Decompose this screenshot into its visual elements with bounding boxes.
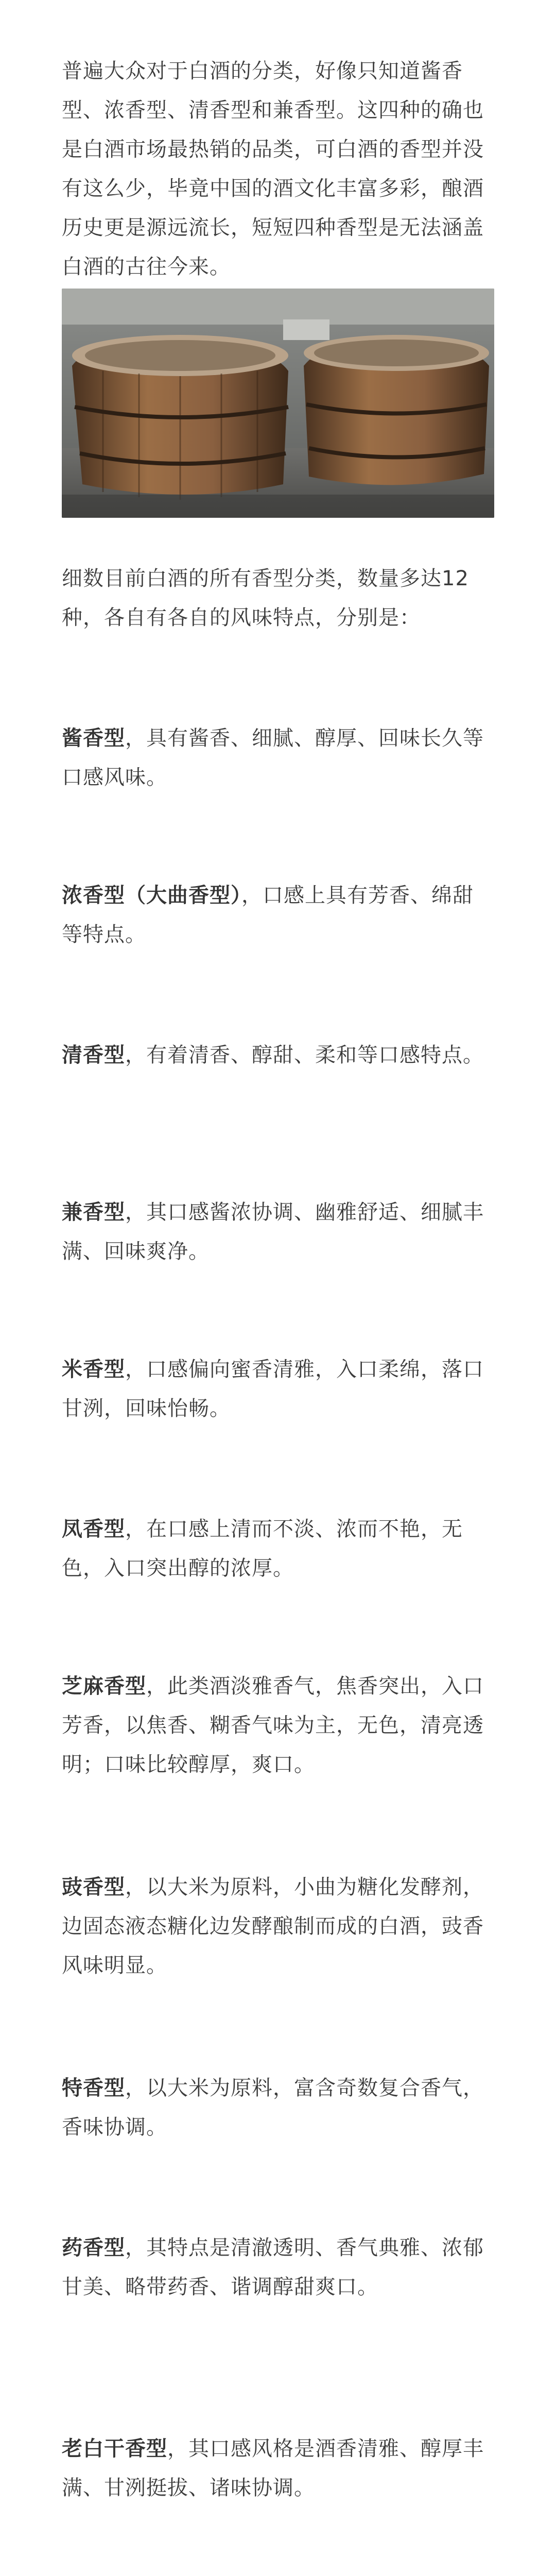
type-desc: ，此类酒淡雅香气，焦香突出，入口芳香，以焦香、糊香气味为主，无色，清亮透明；口味比较醇厚，爽口。: [62, 1674, 484, 1776]
type-desc: ，具有酱香、细腻、醇厚、回味长久等口感风味。: [62, 726, 484, 789]
type-name: 药香型: [62, 2236, 125, 2260]
type-chixiang: [62, 1868, 494, 1985]
type-mixiang: [62, 1350, 494, 1428]
type-jiangxiang: [62, 719, 494, 797]
type-name: 老白干香型: [62, 2437, 167, 2461]
distillery-wooden-vats-icon: [62, 289, 494, 518]
type-name: 凤香型: [62, 1517, 125, 1541]
distillery-photo: [62, 289, 494, 518]
type-laobaigan: [62, 2429, 494, 2507]
type-zhimaxiang: [62, 1667, 494, 1784]
type-name: 米香型: [62, 1358, 125, 1381]
type-name: 兼香型: [62, 1200, 125, 1224]
type-name: 豉香型: [62, 1875, 125, 1899]
type-qingxiang: [62, 1036, 494, 1075]
type-desc: ，其口感酱浓协调、幽雅舒适、细腻丰满、回味爽净。: [62, 1200, 484, 1263]
type-desc: ，其口感风格是酒香清雅、醇厚丰满、甘洌挺拔、诸味协调。: [62, 2437, 484, 2500]
type-desc: ，在口感上清而不淡、浓而不艳，无色，入口突出醇的浓厚。: [62, 1517, 463, 1580]
type-desc: ，口感上具有芳香、绵甜等特点。: [62, 884, 474, 946]
type-desc: ，以大米为原料，小曲为糖化发酵剂，边固态液态糖化边发酵酿制而成的白酒，豉香风味明显。: [62, 1875, 484, 1977]
intro-paragraph: 普遍大众对于白酒的分类，好像只知道酱香型、浓香型、清香型和兼香型。这四种的确也是白酒市场最热销的品类，可白酒的香型并没有这么少，毕竟中国的酒文化丰富多彩，酿酒历史更是源远流长，短短四种香型是无法涵盖白酒的古往今来。: [62, 59, 484, 279]
type-desc: ，有着清香、醇甜、柔和等口感特点。: [125, 1043, 484, 1067]
type-texiang: [62, 2069, 494, 2147]
type-name: 特香型: [62, 2076, 125, 2100]
type-name: 酱香型: [62, 726, 125, 750]
type-jianxiang: [62, 1193, 494, 1271]
type-desc: ，其特点是清澈透明、香气典雅、浓郁甘美、略带药香、谐调醇甜爽口。: [62, 2236, 484, 2299]
type-nongxiang: [62, 876, 494, 954]
type-desc: ，以大米为原料，富含奇数复合香气，香味协调。: [62, 2076, 484, 2139]
type-name: 清香型: [62, 1043, 125, 1067]
type-desc: ，口感偏向蜜香清雅，入口柔绵，落口甘洌，回味怡畅。: [62, 1358, 484, 1420]
type-name: 浓香型（大曲香型）: [62, 884, 241, 907]
type-name: 芝麻香型: [62, 1674, 146, 1698]
type-fengxiang: [62, 1510, 494, 1588]
type-yaoxiang: [62, 2228, 494, 2307]
overview-paragraph: 细数目前白酒的所有香型分类，数量多达12种，各自有各自的风味特点，分别是：: [62, 567, 469, 630]
